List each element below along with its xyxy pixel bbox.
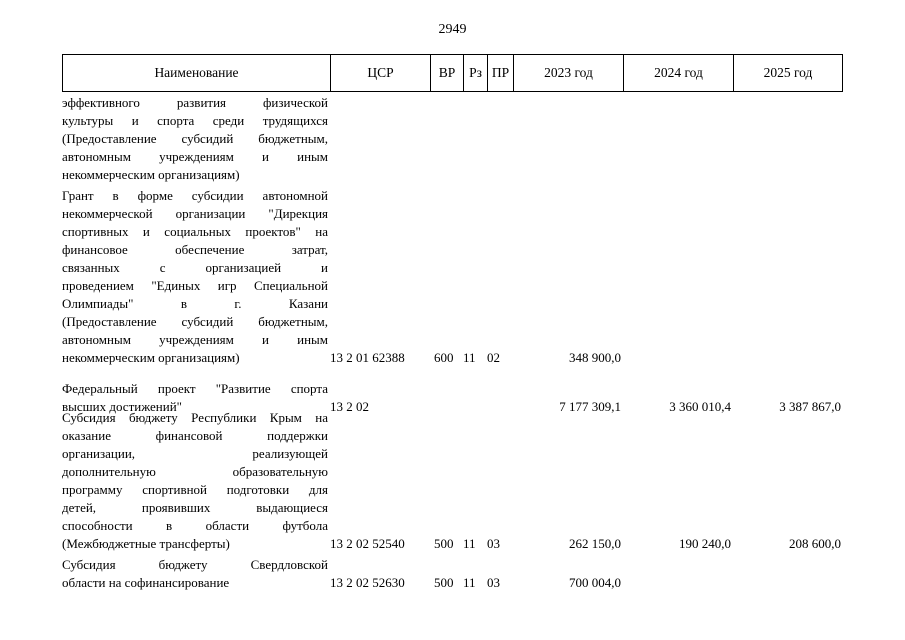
row-name-line: Федеральный проект "Развитие спорта — [62, 381, 328, 396]
row-pr: 03 — [487, 575, 500, 590]
row-name-line: некоммерческой организации "Дирекция — [62, 206, 328, 221]
row-2023: 262 150,0 — [569, 536, 621, 551]
row-name-line: дополнительную образовательную — [62, 464, 328, 479]
row-name-line: Субсидия бюджету Свердловской — [62, 557, 328, 572]
header-csr: ЦСР — [331, 55, 431, 91]
row-name-line: спортивных и социальных проектов" на — [62, 224, 328, 239]
header-rz: Рз — [464, 55, 488, 91]
header-vr: ВР — [431, 55, 464, 91]
row-name-line: программу спортивной подготовки для — [62, 482, 328, 497]
row-pr: 03 — [487, 536, 500, 551]
row-name-line: оказание финансовой поддержки — [62, 428, 328, 443]
header-2025: 2025 год — [763, 65, 813, 80]
row-name-line: (Предоставление субсидий бюджетным, — [62, 131, 328, 146]
row-2025: 208 600,0 — [789, 536, 841, 551]
row-name-line: автономным учреждениям и иным — [62, 149, 328, 164]
row-2023: 700 004,0 — [569, 575, 621, 590]
row-name-line: эффективного развития физической — [62, 95, 328, 110]
row-vr: 500 — [434, 536, 454, 551]
row-name-line: автономным учреждениям и иным — [62, 332, 328, 347]
row-pr: 02 — [487, 350, 500, 365]
row-vr: 600 — [434, 350, 454, 365]
row-vr: 500 — [434, 575, 454, 590]
row-name-line: области на софинансирование — [62, 575, 230, 590]
row-name — [62, 187, 328, 367]
header-2024: 2024 год — [624, 55, 734, 91]
row-name-line: финансовое обеспечение затрат, — [62, 242, 328, 257]
row-rz: 11 — [463, 350, 476, 365]
row-name-line: детей, проявивших выдающиеся — [62, 500, 328, 515]
row-csr: 13 2 02 52540 — [330, 536, 405, 551]
row-rz: 11 — [463, 575, 476, 590]
row-rz: 11 — [463, 536, 476, 551]
row-name-line: Грант в форме субсидии автономной — [62, 188, 328, 203]
row-name-line: (Межбюджетные трансферты) — [62, 536, 230, 551]
row-name-line: некоммерческим организациям) — [62, 167, 240, 182]
row-name-line: культуры и спорта среди трудящихся — [62, 113, 328, 128]
row-name-line: проведением "Единых игр Специальной — [62, 278, 328, 293]
row-2024: 3 360 010,4 — [669, 399, 731, 414]
row-2025: 3 387 867,0 — [779, 399, 841, 414]
row-name-line: (Предоставление субсидий бюджетным, — [62, 314, 328, 329]
row-name-line: организации, реализующей — [62, 446, 328, 461]
row-name-line: высших достижений" — [62, 399, 182, 414]
row-csr: 13 2 02 52630 — [330, 575, 405, 590]
row-name — [62, 556, 328, 592]
row-name-line: связанных с организацией и — [62, 260, 328, 275]
row-name — [62, 94, 328, 184]
row-name-line: Олимпиады" в г. Казани — [62, 296, 328, 311]
page-number: 2949 — [438, 22, 467, 37]
row-name — [62, 409, 328, 553]
header-2023: 2023 год — [514, 55, 624, 91]
row-csr: 13 2 02 — [330, 399, 369, 414]
row-2023: 7 177 309,1 — [559, 399, 621, 414]
row-csr: 13 2 01 62388 — [330, 350, 405, 365]
row-name-line: Субсидия бюджету Республики Крым на — [62, 410, 328, 425]
row-name-line: способности в области футбола — [62, 518, 328, 533]
row-2024: 190 240,0 — [679, 536, 731, 551]
row-2023: 348 900,0 — [569, 350, 621, 365]
table-header — [62, 54, 843, 92]
row-name-line: некоммерческим организациям) — [62, 350, 240, 365]
header-pr: ПР — [488, 55, 514, 91]
header-name: Наименование — [63, 55, 331, 91]
